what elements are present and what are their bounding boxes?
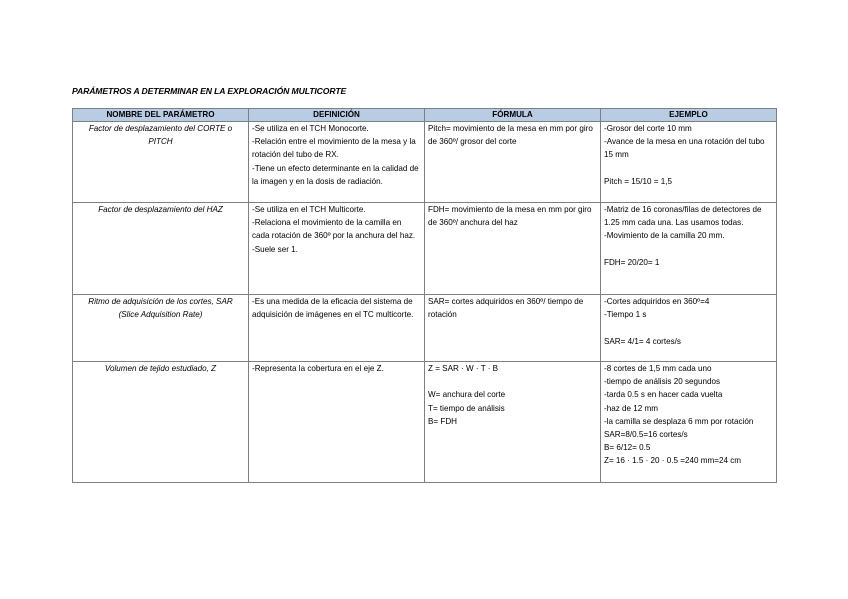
cell-line: -Relación entre el movimiento de la mesa y la rotación del tubo de RX. [252,137,416,160]
param-name-cell [73,122,249,203]
cell-line: Z = SAR · W · T · B [428,364,499,373]
header-formula: FÓRMULA [425,109,601,122]
cell-line [604,162,773,175]
cell-line: Factor de desplazamiento del CORTE o PITCH [88,124,233,147]
ejemplo-cell [601,362,777,483]
cell-line: (Slice Adquisition Rate) [118,310,203,320]
cell-line: -Avance de la mesa en una rotación del tubo 15 mm [604,137,765,160]
cell-line: B= FDH [428,416,458,426]
definicion-cell [249,295,425,362]
cell-line: W= anchura del corte [428,390,506,400]
formula-cell [425,362,601,483]
cell-line [604,321,773,334]
document-title: PARÁMETROS A DETERMINAR EN LA EXPLORACIÓN MULTICORTE [72,86,347,96]
cell-line: SAR= 4/1= 4 cortes/s [604,336,681,346]
cell-line: Factor de desplazamiento del HAZ [98,205,223,214]
definicion-cell [249,362,425,483]
cell-line: -Grosor del corte 10 mm [604,124,692,133]
formula-cell [425,295,601,362]
cell-line: Z= 16 · 1.5 · 20 · 0.5 =240 mm=24 cm [604,456,741,466]
cell-line: -Es una medida de la eficacia del sistema de adquisición de imágenes en el TC multicorte. [252,297,414,320]
cell-line: -Suele ser 1. [252,244,298,254]
formula-cell [425,203,601,295]
cell-line: Ritmo de adquisición de los cortes, SAR [88,297,233,306]
cell-line: -Movimiento de la camilla 20 mm. [604,231,725,241]
table-row [73,362,777,483]
cell-line: -tarda 0.5 s en hacer cada vuelta [604,390,723,400]
cell-line: Volumen de tejido estudiado, Z [104,364,217,373]
cell-line: SAR= cortes adquiridos en 360º/ tiempo de rotación [428,297,584,320]
cell-line: -la camilla se desplaza 6 mm por rotación [604,416,754,426]
header-nombre: NOMBRE DEL PARÁMETRO [73,109,249,122]
table-row [73,203,777,295]
cell-line: -tiempo de análisis 20 segundos [604,377,721,387]
cell-line: SAR=8/0.5=16 cortes/s [604,430,688,440]
cell-line [604,243,773,256]
ejemplo-cell [601,122,777,203]
cell-line: -8 cortes de 1,5 mm cada uno [604,364,712,373]
table-row [73,122,777,203]
param-name-cell [73,362,249,483]
cell-line: FDH= movimiento de la mesa en mm por giro de 360º/ anchura del haz [428,205,592,228]
cell-line: -Representa la cobertura en el eje Z. [252,364,384,373]
cell-line [428,375,597,388]
cell-line: Pitch= movimiento de la mesa en mm por giro de 360º/ grosor del corte [428,124,593,147]
cell-line: FDH= 20/20= 1 [604,257,660,267]
table-row [73,295,777,362]
header-definicion: DEFINICIÓN [249,109,425,122]
definicion-cell [249,122,425,203]
cell-line: -Relaciona el movimiento de la camilla en cada rotación de 360º por la anchura del haz. [252,218,416,241]
ejemplo-cell [601,203,777,295]
cell-line: B= 6/12= 0.5 [604,443,651,453]
cell-line: -Tiempo 1 s [604,310,647,320]
cell-line: -Se utiliza en el TCH Multicorte. [252,205,366,214]
param-name-cell [73,203,249,295]
definicion-cell [249,203,425,295]
cell-line: -haz de 12 mm [604,403,658,413]
cell-line: -Matriz de 16 coronas/filas de detectores de 1.25 mm cada una. Las usamos todas. [604,205,762,228]
parameters-table [72,108,777,483]
param-name-cell [73,295,249,362]
cell-line: -Se utiliza en el TCH Monocorte. [252,124,369,133]
header-ejemplo: EJEMPLO [601,109,777,122]
cell-line: T= tiempo de análisis [428,403,505,413]
formula-cell [425,122,601,203]
ejemplo-cell [601,295,777,362]
table-header-row [73,109,777,122]
cell-line: -Tiene un efecto determinante en la calidad de la imagen y en la dosis de radiación. [252,163,419,186]
cell-line: Pitch = 15/10 = 1,5 [604,176,672,186]
cell-line: -Cortes adquiridos en 360º=4 [604,297,710,306]
